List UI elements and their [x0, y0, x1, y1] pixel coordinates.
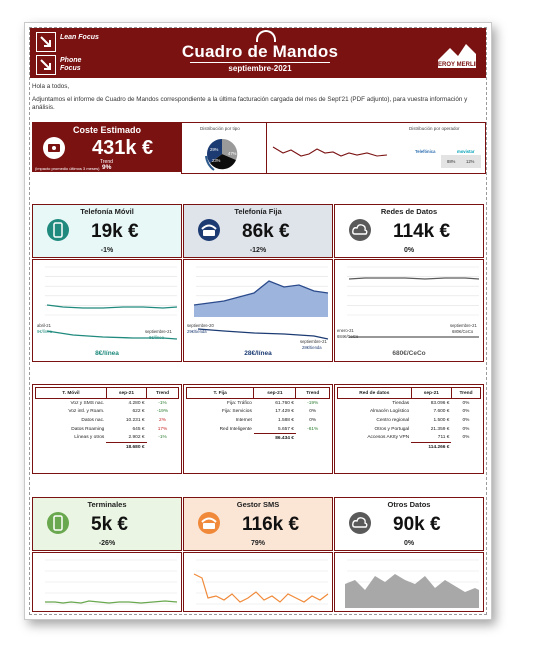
table-row: [187, 416, 330, 425]
row-value: 1.500 €: [433, 417, 450, 423]
table-header-cell: Trend: [451, 388, 480, 399]
report-period: septiembre-2021: [228, 64, 292, 73]
gestor-sms-line: [184, 554, 332, 610]
report-page: [24, 22, 492, 620]
total-spacer: [296, 434, 330, 443]
kpi-trend: -1%: [100, 247, 114, 254]
table-row: [36, 433, 179, 442]
kpi-card: [334, 204, 484, 258]
row-trend: 17%: [157, 426, 168, 432]
pie-pct-3: 29%: [210, 147, 219, 152]
fija-rate-start-value: 29€/tienda: [187, 329, 207, 334]
row-label: Fija: Tráfico: [227, 400, 252, 406]
table-total-row: [36, 442, 179, 451]
operator-right-pct: 12%: [466, 159, 475, 164]
row-value: 17.429 €: [275, 409, 294, 415]
table-movil-box: [32, 384, 182, 474]
table-row: [187, 408, 330, 417]
kpi-value: 19k €: [91, 221, 139, 242]
table-fija-box: [183, 384, 333, 474]
mobile-phone-icon: [47, 512, 69, 534]
row-trend: -1%: [158, 400, 167, 406]
row-trend: 2%: [159, 417, 166, 423]
intro-text: [32, 83, 482, 113]
movil-rate-start-value: 9€/línea: [37, 329, 52, 334]
table-header-cell: sep-21: [411, 388, 451, 399]
kpi-card: [183, 204, 333, 258]
table-header-cell: sep-21: [254, 388, 296, 399]
page-title: Cuadro de Mandos: [181, 42, 339, 61]
row-label: Voz y SMS nac.: [70, 400, 105, 406]
operator-left-label: Telefónica: [415, 149, 436, 154]
desk-phone-icon: [198, 512, 220, 534]
row-trend: 0%: [462, 435, 470, 441]
cloud-icon: [349, 512, 371, 534]
row-value: 4.280 €: [128, 400, 145, 406]
kpi-trend: -26%: [98, 540, 116, 547]
row-label: Datos Roaming: [71, 426, 105, 432]
coste-title: Coste Estimado: [72, 125, 141, 135]
total-spacer: [147, 442, 179, 451]
row-label: Internet: [235, 417, 252, 423]
table-datos-box: [334, 384, 484, 474]
row-value: 2.902 €: [128, 435, 145, 441]
kpi-value: 90k €: [393, 514, 441, 535]
desk-phone-icon: [198, 219, 220, 241]
row-label: Voz intl. y Roam.: [68, 409, 105, 415]
row-label: Fija: Servicios: [221, 409, 252, 415]
table-row: [338, 408, 481, 417]
pie-pct-2: 23%: [212, 158, 221, 163]
row-trend: 0%: [462, 417, 470, 423]
row-value: 1.588 €: [277, 417, 294, 423]
kpi-trend: 0%: [403, 247, 415, 254]
row-trend: 0%: [462, 409, 470, 415]
table-datos: [337, 387, 481, 452]
row-trend: 0%: [309, 417, 317, 423]
arrow-icon: [36, 55, 56, 75]
row-trend: 0%: [309, 409, 317, 415]
kpi-title: Telefonía Fija: [234, 207, 282, 216]
total-spacer: [338, 442, 412, 451]
kpi-title: Otros Datos: [387, 500, 431, 509]
table-header-cell: Trend: [296, 388, 330, 399]
datos-rate-end-value: 680€/CeCo: [452, 329, 474, 334]
row-trend: -19%: [307, 400, 319, 406]
terminales-line: [33, 554, 181, 610]
kpi-title: Redes de Datos: [380, 207, 438, 216]
table-total-value: 18.680 €: [106, 442, 146, 451]
money-icon: [43, 137, 65, 159]
kpi-value: 5k €: [91, 514, 128, 535]
fija-rate-main: 28€/línea: [244, 350, 272, 357]
table-row: [187, 425, 330, 434]
row-value: 622 €: [132, 409, 145, 415]
row-value: 10.231 €: [125, 417, 145, 423]
row-label: Red Inteligente: [219, 426, 252, 432]
table-header-row: [338, 388, 481, 399]
row-value: 645 €: [132, 426, 145, 432]
movil-rate-end-date: septiembre-21: [145, 329, 172, 334]
svg-text:LEROY MERLIN: LEROY MERLIN: [436, 62, 478, 68]
row-label: Datos nac.: [81, 417, 105, 423]
distribucion-tipo-chart: [181, 122, 267, 174]
coste-estimado-card: [32, 122, 182, 172]
table-header-cell: T. Móvil: [36, 388, 107, 399]
greeting: Hola a todos,: [32, 83, 70, 90]
movil-rate-main: 8€/línea: [95, 350, 119, 357]
operator-right-label: movistar: [457, 149, 475, 154]
table-total-row: [187, 434, 330, 443]
kpi-trend: 79%: [250, 540, 265, 547]
table-movil: [35, 387, 179, 452]
row-value: 5.657 €: [277, 426, 294, 432]
row-trend: -61%: [307, 426, 319, 432]
table-row: [36, 399, 179, 408]
table-row: [338, 399, 481, 408]
datos-rate-end-date: septiembre-21: [450, 323, 477, 328]
table-header-cell: Red de datos: [338, 388, 412, 399]
distribucion-operador-caption: Distribución por operador: [409, 126, 460, 131]
title-underline: [190, 62, 330, 63]
pie-pct-1: 47%: [228, 151, 237, 156]
movil-rate-end-value: 8€/línea: [149, 335, 164, 340]
kpi-value: 116k €: [242, 514, 300, 535]
row-label: Accesos AKIty VPN: [367, 435, 410, 441]
report-header: [30, 28, 486, 78]
datos-rate-main: 680€/CeCo: [392, 350, 426, 357]
kpi-title: Gestor SMS: [236, 500, 280, 509]
table-header-cell: Trend: [147, 388, 179, 399]
kpi-trend: -12%: [249, 247, 267, 254]
row-value: 21.359 €: [430, 426, 450, 432]
lean-focus-label: Lean Focus: [60, 34, 99, 41]
row-label: Otros y Portugal: [374, 426, 410, 432]
phone-focus-button[interactable]: [36, 55, 98, 75]
kpi-trend: 0%: [403, 540, 415, 547]
movil-cost-line: [33, 261, 181, 321]
row-value: 711 €: [437, 435, 450, 441]
table-row: [36, 416, 179, 425]
table-header-row: [36, 388, 179, 399]
fija-rate-end-value: 28€/tienda: [302, 345, 322, 350]
row-label: Almacén Logístico: [369, 409, 410, 415]
table-fija: [186, 387, 330, 443]
table-row: [187, 399, 330, 408]
arrow-icon: [36, 32, 56, 52]
table-total-value: 114.266 €: [411, 442, 451, 451]
lean-focus-button[interactable]: [36, 32, 98, 52]
kpi-title: Telefonía Móvil: [80, 207, 134, 216]
kpi-card: [183, 497, 333, 551]
datos-rate-start-date: enero-21: [337, 328, 354, 333]
phone-focus-label: Phone Focus: [60, 57, 82, 72]
coste-trend-value: 9%: [102, 164, 112, 171]
datos-cost-line: [335, 261, 483, 321]
table-header-cell: T. Fija: [187, 388, 254, 399]
row-trend: 0%: [462, 426, 470, 432]
table-row: [338, 416, 481, 425]
row-trend: -19%: [156, 409, 169, 415]
kpi-value: 114k €: [393, 221, 451, 242]
kpi-card: [32, 497, 182, 551]
kpi-value: 86k €: [242, 221, 290, 242]
row-trend: -1%: [158, 435, 167, 441]
operator-left-pct: 88%: [447, 159, 456, 164]
table-header-cell: sep-21: [106, 388, 146, 399]
otros-datos-area: [335, 554, 483, 610]
row-trend: 0%: [462, 400, 470, 406]
row-label: Centro regional: [376, 417, 410, 423]
table-row: [338, 433, 481, 442]
total-spacer: [451, 442, 480, 451]
distribucion-tipo-caption: Distribución por tipo: [200, 126, 240, 131]
total-spacer: [187, 434, 254, 443]
row-label: Líneas y otros: [74, 435, 105, 441]
table-row: [36, 408, 179, 417]
kpi-title: Terminales: [87, 500, 127, 509]
kpi-card: [32, 204, 182, 258]
leroy-merlin-logo: [436, 34, 478, 72]
datos-rate-start-value: 684€/CeCo: [337, 334, 359, 339]
row-value: 7.600 €: [433, 409, 450, 415]
table-row: [338, 425, 481, 434]
coste-note: (impacto promedio últimos 3 meses): [35, 166, 100, 171]
kpi-card: [334, 497, 484, 551]
row-label: Tiendas: [392, 400, 410, 406]
intro-body: Adjuntamos el informe de Cuadro de Mandos correspondiente a la última facturación cargada del mes de Sept'21 (PDF adjunto), para vuestra información y análisis.: [32, 95, 468, 111]
distribucion-operador-chart: [266, 122, 486, 174]
cloud-icon: [349, 219, 371, 241]
fija-rate-start-date: septiembre-20: [187, 323, 214, 328]
movil-rate-start-date: abril-21: [37, 323, 51, 328]
table-total-row: [338, 442, 481, 451]
table-header-row: [187, 388, 330, 399]
coste-trend-label: Trend: [100, 159, 113, 165]
mobile-phone-icon: [47, 219, 69, 241]
coste-value: 431k €: [92, 137, 154, 159]
table-total-value: 86.434 €: [254, 434, 296, 443]
fija-rate-end-date: septiembre-21: [300, 339, 327, 344]
row-value: 61.760 €: [275, 400, 294, 406]
table-row: [36, 425, 179, 434]
gauge-icon: [256, 30, 276, 42]
total-spacer: [36, 442, 107, 451]
fija-cost-area: [184, 261, 332, 321]
row-value: 83.096 €: [430, 400, 450, 406]
